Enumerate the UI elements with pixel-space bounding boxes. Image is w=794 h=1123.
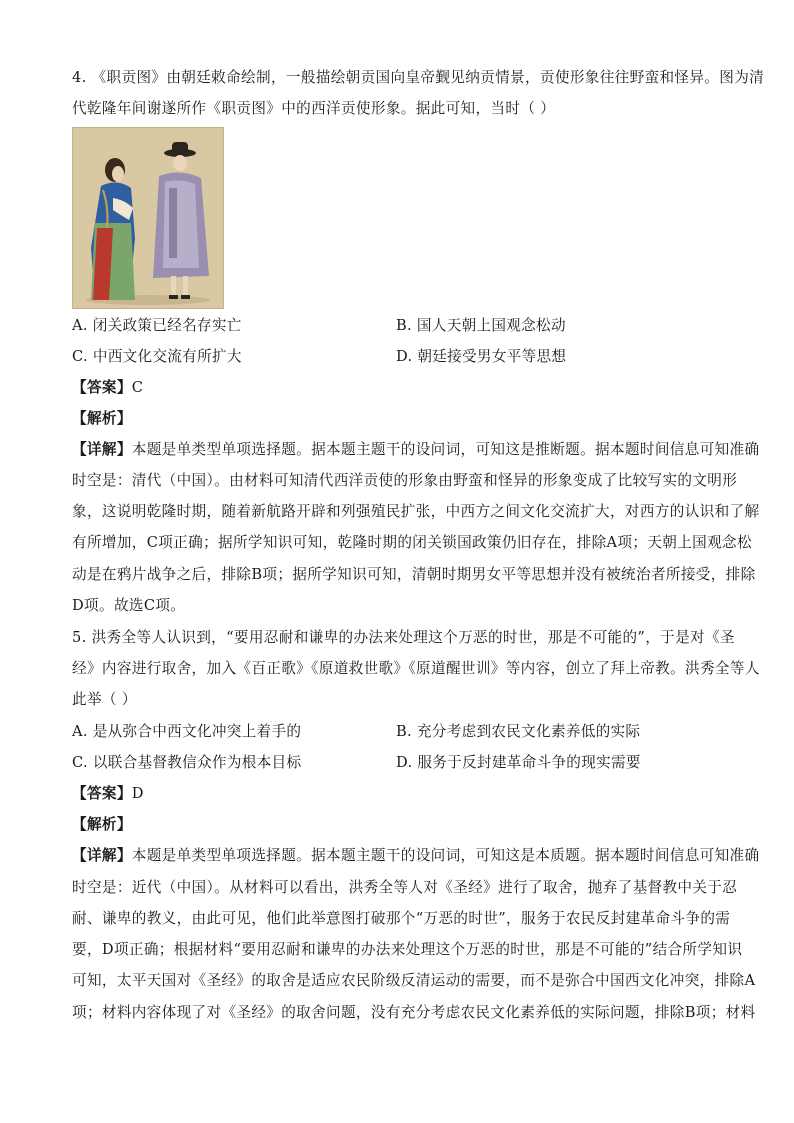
q5-analysis-tag: 【解析】 bbox=[72, 816, 132, 833]
q5-answer-value: D bbox=[131, 785, 144, 802]
q5-detail-line-3: 耐、谦卑的教义，由此可见，他们此举意图打破那个“万恶的时世”，服务于农民反封建革命斗争的需 bbox=[72, 910, 731, 927]
painting-illustration bbox=[73, 128, 223, 308]
q5-detail-line-1 bbox=[72, 846, 760, 866]
q5-detail-tag: 【详解】 bbox=[72, 847, 132, 864]
q5-option-d: D. 服务于反封建革命斗争的现实需要 bbox=[396, 754, 641, 771]
q4-stem-line-1: 4. 《职贡图》由朝廷敕命绘制，一般描绘朝贡国向皇帝觐见纳贡情景，贡使形象往往野蛮和怪异。图为清 bbox=[72, 69, 765, 86]
q5-stem-line-2: 经》内容进行取舍，加入《百正歌》《原道救世歌》《原道醒世训》等内容，创立了拜上帝教。洪秀全等人 bbox=[72, 660, 760, 677]
q4-detail-line-2: 时空是：清代（中国）。由材料可知清代西洋贡使的形象由野蛮和怪异的形象变成了比较写实的文明形 bbox=[72, 472, 738, 489]
q5-detail-line-6: 项；材料内容体现了对《圣经》的取舍问题，没有充分考虑农民文化素养低的实际问题，排除B项；材料 bbox=[72, 1004, 756, 1021]
tribute-envoy-painting bbox=[72, 127, 224, 309]
q5-answer-tag: 【答案】 bbox=[72, 785, 132, 802]
q4-detail-line-4: 有所增加，C项正确；据所学知识可知，乾隆时期的闭关锁国政策仍旧存在，排除A项；天朝上国观念松 bbox=[72, 534, 752, 551]
q4-option-c: C. 中西文化交流有所扩大 bbox=[72, 348, 242, 365]
q5-option-c: C. 以联合基督教信众作为根本目标 bbox=[72, 754, 302, 771]
q4-detail-line-5: 动是在鸦片战争之后，排除B项；据所学知识可知，清朝时期男女平等思想并没有被统治者所接受，排除 bbox=[72, 566, 756, 583]
q5-option-b: B. 充分考虑到农民文化素养低的实际 bbox=[396, 723, 641, 740]
q5-detail-text-1: 本题是单类型单项选择题。据本题主题干的设问词，可知这是本质题。据本题时间信息可知准确 bbox=[131, 847, 760, 864]
q4-detail-line-3: 象，这说明乾隆时期，随着新航路开辟和列强殖民扩张，中西方之间文化交流扩大，对西方的认识和了解 bbox=[72, 503, 760, 520]
q5-detail-line-4: 要，D项正确；根据材料“要用忍耐和谦卑的办法来处理这个万恶的时世，那是不可能的”结合所学知识 bbox=[72, 941, 743, 958]
q4-analysis-tag: 【解析】 bbox=[72, 410, 132, 427]
q4-answer-line bbox=[72, 378, 722, 398]
q5-stem-line-1: 5. 洪秀全等人认识到，“要用忍耐和谦卑的办法来处理这个万恶的时世，那是不可能的”，于是对《圣 bbox=[72, 629, 735, 646]
q4-detail-line-6: D项。故选C项。 bbox=[72, 597, 186, 614]
q4-option-a: A. 闭关政策已经名存实亡 bbox=[72, 317, 242, 334]
q4-answer-tag: 【答案】 bbox=[72, 379, 132, 396]
q5-detail-line-5: 可知，太平天国对《圣经》的取舍是适应农民阶级反清运动的需要，而不是弥合中国西文化冲突，排除A bbox=[72, 972, 756, 989]
q4-option-d: D. 朝廷接受男女平等思想 bbox=[396, 348, 567, 365]
q5-option-a: A. 是从弥合中西文化冲突上着手的 bbox=[72, 723, 302, 740]
q4-detail-line-1 bbox=[72, 440, 760, 460]
q5-stem-line-3: 此举（ ） bbox=[72, 691, 137, 708]
q4-option-b: B. 国人天朝上国观念松动 bbox=[396, 317, 566, 334]
q4-stem-line-2: 代乾隆年间谢遂所作《职贡图》中的西洋贡使形象。据此可知，当时（ ） bbox=[72, 100, 556, 117]
q4-detail-tag: 【详解】 bbox=[72, 441, 132, 458]
q4-detail-text-1: 本题是单类型单项选择题。据本题主题干的设问词，可知这是推断题。据本题时间信息可知准确 bbox=[131, 441, 760, 458]
q5-answer-line bbox=[72, 784, 722, 804]
q4-answer-value: C bbox=[131, 379, 144, 396]
q5-detail-line-2: 时空是：近代（中国）。从材料可以看出，洪秀全等人对《圣经》进行了取舍，抛弃了基督教中关于忍 bbox=[72, 879, 738, 896]
